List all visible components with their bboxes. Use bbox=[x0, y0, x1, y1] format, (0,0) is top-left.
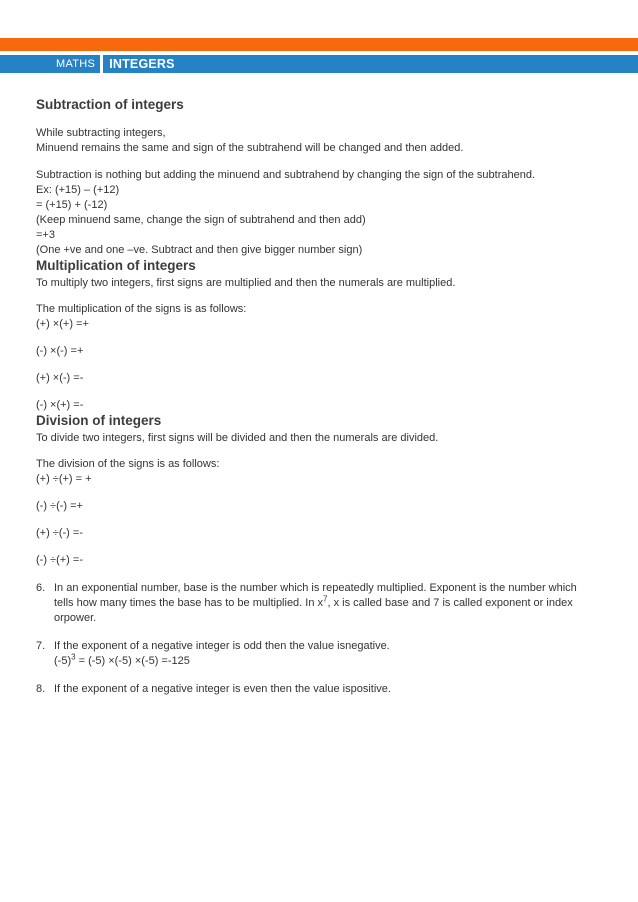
section-multiplication bbox=[36, 258, 602, 413]
text-line: (One +ve and one –ve. Subtract and then give bigger number sign) bbox=[36, 244, 363, 256]
formula-base: (-5) bbox=[54, 655, 72, 667]
chapter-title: INTEGERS bbox=[109, 57, 175, 71]
text-line: Subtraction is nothing but adding the minuend and subtrahend by changing the sign of the subtrahend. bbox=[36, 169, 536, 181]
item-text-pre: In an exponential number, base is the number which is repeatedly multiplied. Exponent is the number which tells how many times the base has to be multiplied. In x bbox=[54, 582, 577, 609]
sign-rule: (+) ÷(+) = + bbox=[36, 473, 92, 485]
chapter-header-bar bbox=[0, 55, 638, 73]
item-number: 6. bbox=[36, 582, 46, 594]
item-text-post: , x is called base and 7 is called exponent or index orpower. bbox=[54, 597, 573, 624]
list-item-7 bbox=[36, 639, 602, 669]
exponent-superscript: 7 bbox=[323, 594, 328, 604]
multiplication-intro: To multiply two integers, first signs are multiplied and then the numerals are multiplied. bbox=[36, 277, 456, 289]
sign-rule: (+) ×(-) =- bbox=[36, 372, 84, 384]
item-text bbox=[54, 581, 599, 626]
sign-rule: (+) ×(+) =+ bbox=[36, 318, 89, 330]
division-intro: To divide two integers, first signs will be divided and then the numerals are divided. bbox=[36, 432, 439, 444]
item-text: If the exponent of a negative integer is even then the value ispositive. bbox=[54, 683, 391, 695]
section-subtraction bbox=[36, 97, 602, 258]
list-item-6 bbox=[36, 581, 602, 626]
sign-rule: (-) ÷(-) =+ bbox=[36, 500, 83, 512]
subtraction-intro-paragraph bbox=[36, 126, 602, 156]
orange-accent-bar bbox=[0, 38, 638, 51]
example-expression: = (+15) + (-12) bbox=[36, 199, 108, 211]
subtraction-example-paragraph bbox=[36, 168, 602, 258]
subject-label: MATHS bbox=[56, 58, 96, 70]
item-formula bbox=[54, 652, 190, 667]
item-number: 7. bbox=[36, 640, 46, 652]
multiplication-rules-intro: The multiplication of the signs is as follows: bbox=[36, 303, 247, 315]
multiplication-heading: Multiplication of integers bbox=[36, 258, 196, 273]
formula-rest: = (-5) ×(-5) ×(-5) =-125 bbox=[75, 655, 190, 667]
division-heading: Division of integers bbox=[36, 413, 162, 428]
item-statement: If the exponent of a negative integer is odd then the value isnegative. bbox=[54, 640, 390, 652]
division-rules-intro: The division of the signs is as follows: bbox=[36, 458, 220, 470]
section-division bbox=[36, 413, 602, 568]
item-number: 8. bbox=[36, 683, 46, 695]
text-line: Minuend remains the same and sign of the subtrahend will be changed and then added. bbox=[36, 142, 464, 154]
text-line: (Keep minuend same, change the sign of subtrahend and then add) bbox=[36, 214, 366, 226]
document-content bbox=[0, 73, 638, 697]
sign-rule: (-) ×(-) =+ bbox=[36, 345, 84, 357]
sign-rule: (-) ×(+) =- bbox=[36, 399, 84, 411]
text-line: While subtracting integers, bbox=[36, 127, 166, 139]
sign-rule: (-) ÷(+) =- bbox=[36, 554, 83, 566]
numbered-points-list bbox=[36, 581, 602, 697]
example-expression: Ex: (+15) – (+12) bbox=[36, 184, 120, 196]
example-result: =+3 bbox=[36, 229, 55, 241]
subtraction-heading: Subtraction of integers bbox=[36, 97, 184, 112]
list-item-8 bbox=[36, 682, 602, 697]
sign-rule: (+) ÷(-) =- bbox=[36, 527, 83, 539]
header-divider bbox=[100, 55, 103, 73]
item-text bbox=[54, 639, 599, 669]
exponent-superscript: 3 bbox=[71, 652, 76, 662]
